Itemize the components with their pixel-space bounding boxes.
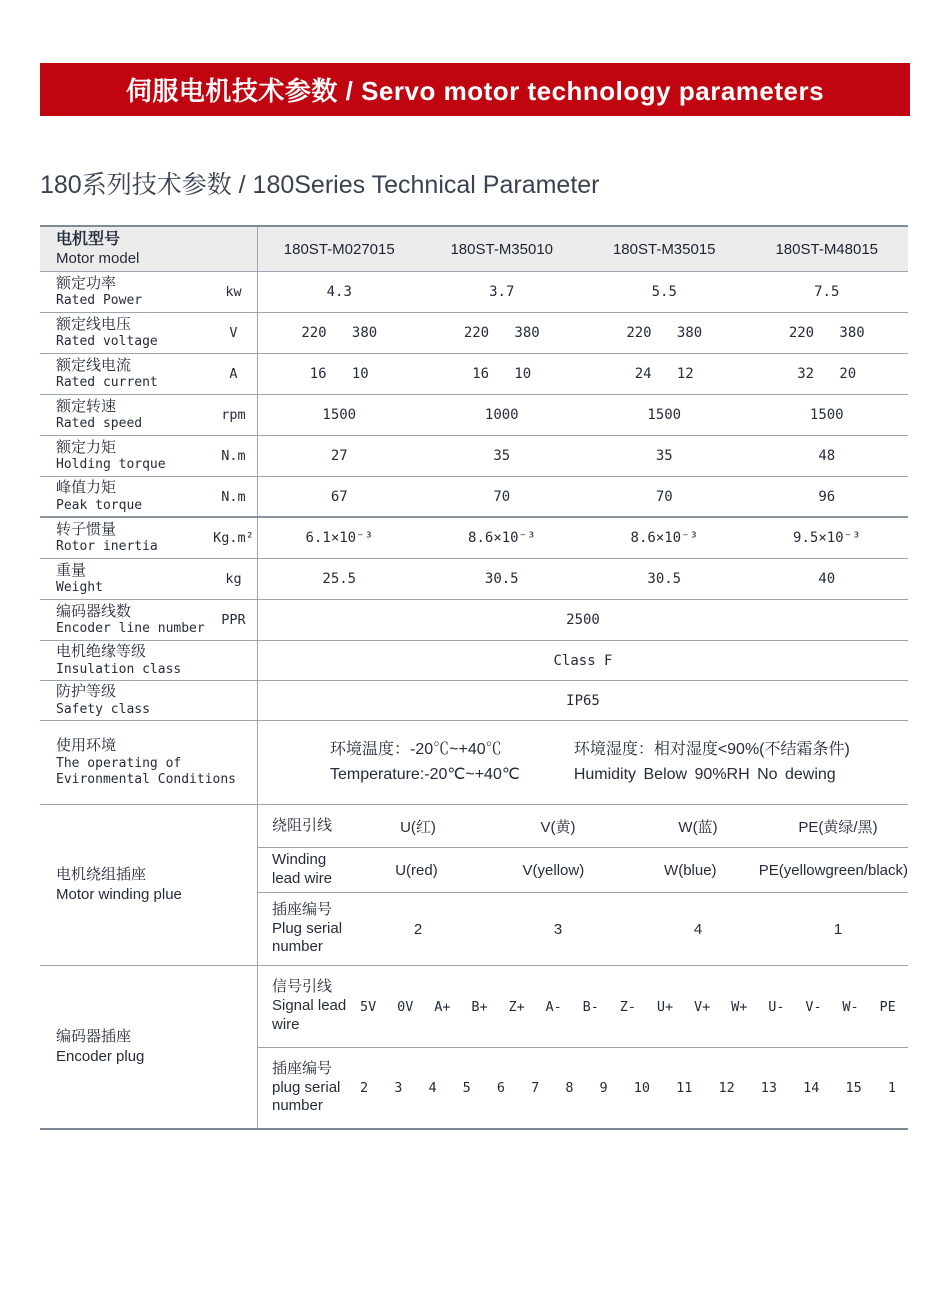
cell-value: B+	[471, 998, 488, 1015]
cell-value: 30.5	[647, 571, 682, 587]
row-unit: Kg.m²	[213, 530, 254, 546]
row-label-cn: 电机绝缘等级	[56, 643, 147, 660]
row-values	[257, 559, 908, 599]
row-unit: A	[229, 366, 238, 382]
section-body	[257, 805, 908, 965]
banner-title: 伺服电机技术参数 / Servo motor technology parameters	[125, 76, 825, 106]
subrow-values	[348, 862, 908, 879]
cell-value: 11	[676, 1080, 693, 1096]
row-values	[257, 477, 908, 516]
temperature-cn: 环境温度：-20℃~+40℃	[330, 740, 502, 758]
row-label	[40, 436, 210, 476]
subrow-label-en: Signal lead wire	[272, 997, 347, 1033]
subrow-label-en: plug serial number	[272, 1078, 341, 1115]
cell-value: Z-	[619, 998, 637, 1015]
cell-value: 70	[655, 488, 673, 505]
row-values	[257, 313, 908, 353]
cell-value: 35	[655, 448, 673, 464]
row-label-en: Holding torque	[56, 457, 166, 473]
row-weight	[40, 559, 908, 600]
cell-value: PE	[879, 998, 896, 1015]
row-values	[257, 354, 908, 394]
cell-value: 1000	[484, 407, 519, 423]
row-rated-power	[40, 272, 908, 313]
cell-value: 5V	[360, 998, 377, 1015]
row-label-en: Encoder line number	[56, 621, 205, 637]
row-insulation-class	[40, 641, 908, 681]
row-safety-class	[40, 681, 908, 721]
cell-value: 3.7	[489, 284, 515, 300]
cell-value: 1	[833, 920, 843, 938]
row-label-en: Rated Power	[56, 293, 143, 309]
cell-value: 96	[818, 488, 836, 505]
cell-value: A-	[545, 998, 562, 1015]
cell-value: U(red)	[395, 861, 438, 879]
cell-value: Z+	[508, 998, 525, 1015]
subrow-label	[258, 901, 348, 957]
cell-value: 10	[633, 1080, 651, 1096]
cell-value: V(黄)	[540, 818, 576, 836]
row-unit: N.m	[221, 448, 246, 464]
row-label-en: Rated speed	[56, 416, 143, 432]
cell-value: B-	[582, 998, 599, 1015]
winding-plug-serial-row	[258, 893, 908, 965]
cell-value: V(yellow)	[522, 861, 585, 879]
cell-value: 6	[496, 1080, 506, 1096]
row-span-value: IP65	[257, 681, 908, 720]
row-label	[40, 354, 210, 394]
row-label-cn: 重量	[56, 561, 87, 579]
cell-value: U-	[768, 998, 785, 1015]
row-rated-voltage	[40, 313, 908, 354]
cell-value: 27	[330, 448, 348, 464]
row-unit: kg	[225, 571, 242, 587]
row-label-cn: 峰值力矩	[56, 479, 117, 496]
row-label-cn: 防护等级	[56, 683, 117, 700]
cell-value: 30.5	[484, 571, 519, 587]
model-name: 180ST-M35010	[450, 240, 554, 258]
row-label-en: Insulation class	[56, 661, 182, 677]
temperature-en: Temperature:-20℃~+40℃	[330, 765, 520, 783]
cell-value: 2	[360, 1080, 369, 1096]
row-unit: V	[229, 325, 238, 341]
row-label-cn: 额定力矩	[56, 438, 117, 456]
cell-value: 15	[845, 1080, 862, 1096]
row-label	[40, 313, 210, 353]
header-label-en: Motor model	[56, 249, 140, 267]
cell-value: 6.1×10⁻³	[305, 530, 373, 546]
row-values	[257, 518, 908, 558]
row-label	[40, 477, 210, 516]
header-label-cn: 电机型号	[56, 231, 121, 249]
cell-value: 8	[565, 1080, 574, 1096]
cell-value: 220 380	[626, 325, 703, 341]
section-encoder-plug	[40, 966, 908, 1128]
cell-value: U(红)	[400, 818, 436, 836]
subrow-values	[348, 999, 908, 1015]
row-unit: kw	[225, 284, 242, 300]
row-label	[40, 641, 210, 680]
cell-value: 4	[693, 920, 703, 938]
model-name: 180ST-M48015	[775, 240, 879, 258]
section-label-en: Motor winding plue	[56, 885, 182, 903]
cell-value: 3	[394, 1080, 403, 1096]
cell-value: 14	[803, 1080, 820, 1096]
row-label	[40, 395, 210, 435]
row-label-cn: 额定线电流	[56, 356, 132, 374]
page-title: 180系列技术参数 / 180Series Technical Parameter	[40, 171, 600, 199]
row-label-en: Rated current	[56, 375, 158, 391]
row-label-cn: 编码器线数	[56, 602, 132, 620]
model-columns	[257, 227, 908, 271]
cell-value: PE(黄绿/黑)	[798, 818, 878, 836]
cell-value: 24 12	[634, 366, 694, 382]
row-label	[40, 600, 210, 640]
cell-value: 48	[818, 448, 836, 464]
section-body	[257, 966, 908, 1128]
cell-value: 3	[553, 920, 563, 938]
model-name: 180ST-M35015	[612, 240, 716, 258]
winding-wire-cn-row	[258, 805, 908, 848]
table-header-row	[40, 227, 908, 272]
row-label-en: Peak torque	[56, 497, 143, 513]
row-label-cn: 额定功率	[56, 274, 117, 292]
row-label-en: Rated voltage	[56, 334, 158, 350]
humidity-block	[574, 738, 850, 788]
spec-table	[40, 225, 908, 1130]
cell-value: U+	[656, 998, 674, 1015]
cell-value: W-	[842, 998, 859, 1015]
model-name: 180ST-M027015	[283, 240, 395, 258]
row-rotor-inertia	[40, 518, 908, 559]
row-label-cn: 额定线电压	[56, 315, 132, 333]
row-label-cn: 转子惯量	[56, 520, 117, 538]
cell-value: 1500	[647, 407, 682, 423]
row-label-cn: 使用环境	[56, 736, 117, 754]
cell-value: 67	[330, 488, 348, 505]
cell-value: 1500	[322, 407, 357, 423]
subrow-label-cn: 插座编号	[272, 900, 333, 918]
cell-value: 16 10	[309, 366, 369, 382]
row-peak-torque	[40, 477, 908, 518]
cell-value: A+	[434, 998, 451, 1015]
row-label-cn: 额定转速	[56, 397, 117, 415]
section-label-cn: 编码器插座	[56, 1027, 132, 1045]
row-label	[40, 518, 210, 558]
cell-value: 25.5	[322, 571, 357, 587]
environment-values	[257, 721, 908, 804]
section-label-en: Encoder plug	[56, 1047, 145, 1065]
row-holding-torque	[40, 436, 908, 477]
cell-value: V-	[805, 998, 822, 1015]
cell-value: W(蓝)	[678, 818, 718, 836]
temperature-block	[330, 738, 520, 788]
cell-value: 7	[531, 1080, 540, 1096]
cell-value: 9.5×10⁻³	[793, 530, 861, 546]
cell-value: 1500	[809, 407, 844, 423]
encoder-signal-row	[258, 966, 908, 1048]
row-unit	[210, 641, 257, 680]
row-label	[40, 721, 257, 804]
section-label	[40, 805, 257, 965]
cell-value: 4	[428, 1080, 437, 1096]
cell-value: 8.6×10⁻³	[468, 530, 536, 546]
row-environment	[40, 721, 908, 805]
cell-value: 9	[599, 1080, 608, 1096]
row-unit: rpm	[221, 407, 246, 423]
cell-value: 32 20	[797, 366, 857, 382]
cell-value: 2	[413, 920, 423, 938]
cell-value: 220 380	[301, 325, 378, 341]
cell-value: 0V	[397, 998, 414, 1015]
cell-value: 13	[760, 1080, 778, 1096]
subrow-values	[348, 816, 908, 837]
row-rated-speed	[40, 395, 908, 436]
cell-value: 12	[718, 1080, 735, 1096]
row-label	[40, 272, 210, 312]
cell-value: W(blue)	[664, 861, 717, 879]
cell-value: 16 10	[472, 366, 532, 382]
subrow-label-cn: 信号引线	[272, 978, 333, 996]
subrow-label-en: Plug serial number	[272, 919, 343, 956]
cell-value: 220 380	[463, 325, 540, 341]
row-label	[40, 681, 210, 720]
subrow-label-cn: 插座编号	[272, 1059, 333, 1077]
cell-value: 40	[818, 571, 836, 587]
row-unit: N.m	[221, 488, 246, 505]
cell-value: 220 380	[788, 325, 865, 341]
encoder-plug-serial-row	[258, 1048, 908, 1128]
header-label-cell	[40, 227, 257, 271]
row-values	[257, 436, 908, 476]
row-label-en: The operating of Evironmental Conditions	[56, 755, 237, 787]
row-unit: PPR	[221, 612, 246, 628]
subrow-values	[348, 921, 908, 938]
row-encoder-line-number	[40, 600, 908, 641]
row-unit	[210, 681, 257, 720]
cell-value: 7.5	[814, 284, 840, 300]
row-label-en: Weight	[56, 580, 103, 596]
row-label-en: Safety class	[56, 701, 150, 717]
cell-value: 8.6×10⁻³	[630, 530, 698, 546]
cell-value: V+	[693, 998, 711, 1015]
humidity-cn: 环境湿度：相对湿度<90%(不结霜条件)	[573, 740, 850, 758]
section-label	[40, 966, 257, 1128]
cell-value: 5.5	[651, 284, 677, 300]
section-motor-winding-plug	[40, 805, 908, 966]
cell-value: 1	[887, 1080, 896, 1096]
row-span-value: 2500	[257, 600, 908, 640]
winding-wire-en-row	[258, 848, 908, 893]
row-label	[40, 559, 210, 599]
cell-value: W+	[731, 998, 748, 1015]
row-values	[257, 272, 908, 312]
section-banner	[40, 63, 910, 116]
cell-value: 4.3	[326, 284, 352, 300]
subrow-values	[348, 1080, 908, 1096]
cell-value: PE(yellowgreen/black)	[758, 861, 908, 879]
cell-value: 35	[493, 448, 511, 464]
cell-value: 70	[493, 488, 511, 505]
subrow-label: 绕阻引线	[272, 816, 333, 834]
row-rated-current	[40, 354, 908, 395]
subrow-label	[258, 978, 348, 1034]
subrow-label	[258, 1060, 348, 1116]
subrow-label: Winding lead wire	[272, 851, 333, 887]
cell-value: 5	[462, 1080, 471, 1096]
row-span-value: Class F	[257, 641, 908, 680]
row-values	[257, 395, 908, 435]
row-label-en: Rotor inertia	[56, 539, 158, 555]
section-label-cn: 电机绕组插座	[56, 865, 147, 883]
humidity-en: Humidity Below 90%RH No dewing	[573, 765, 836, 783]
